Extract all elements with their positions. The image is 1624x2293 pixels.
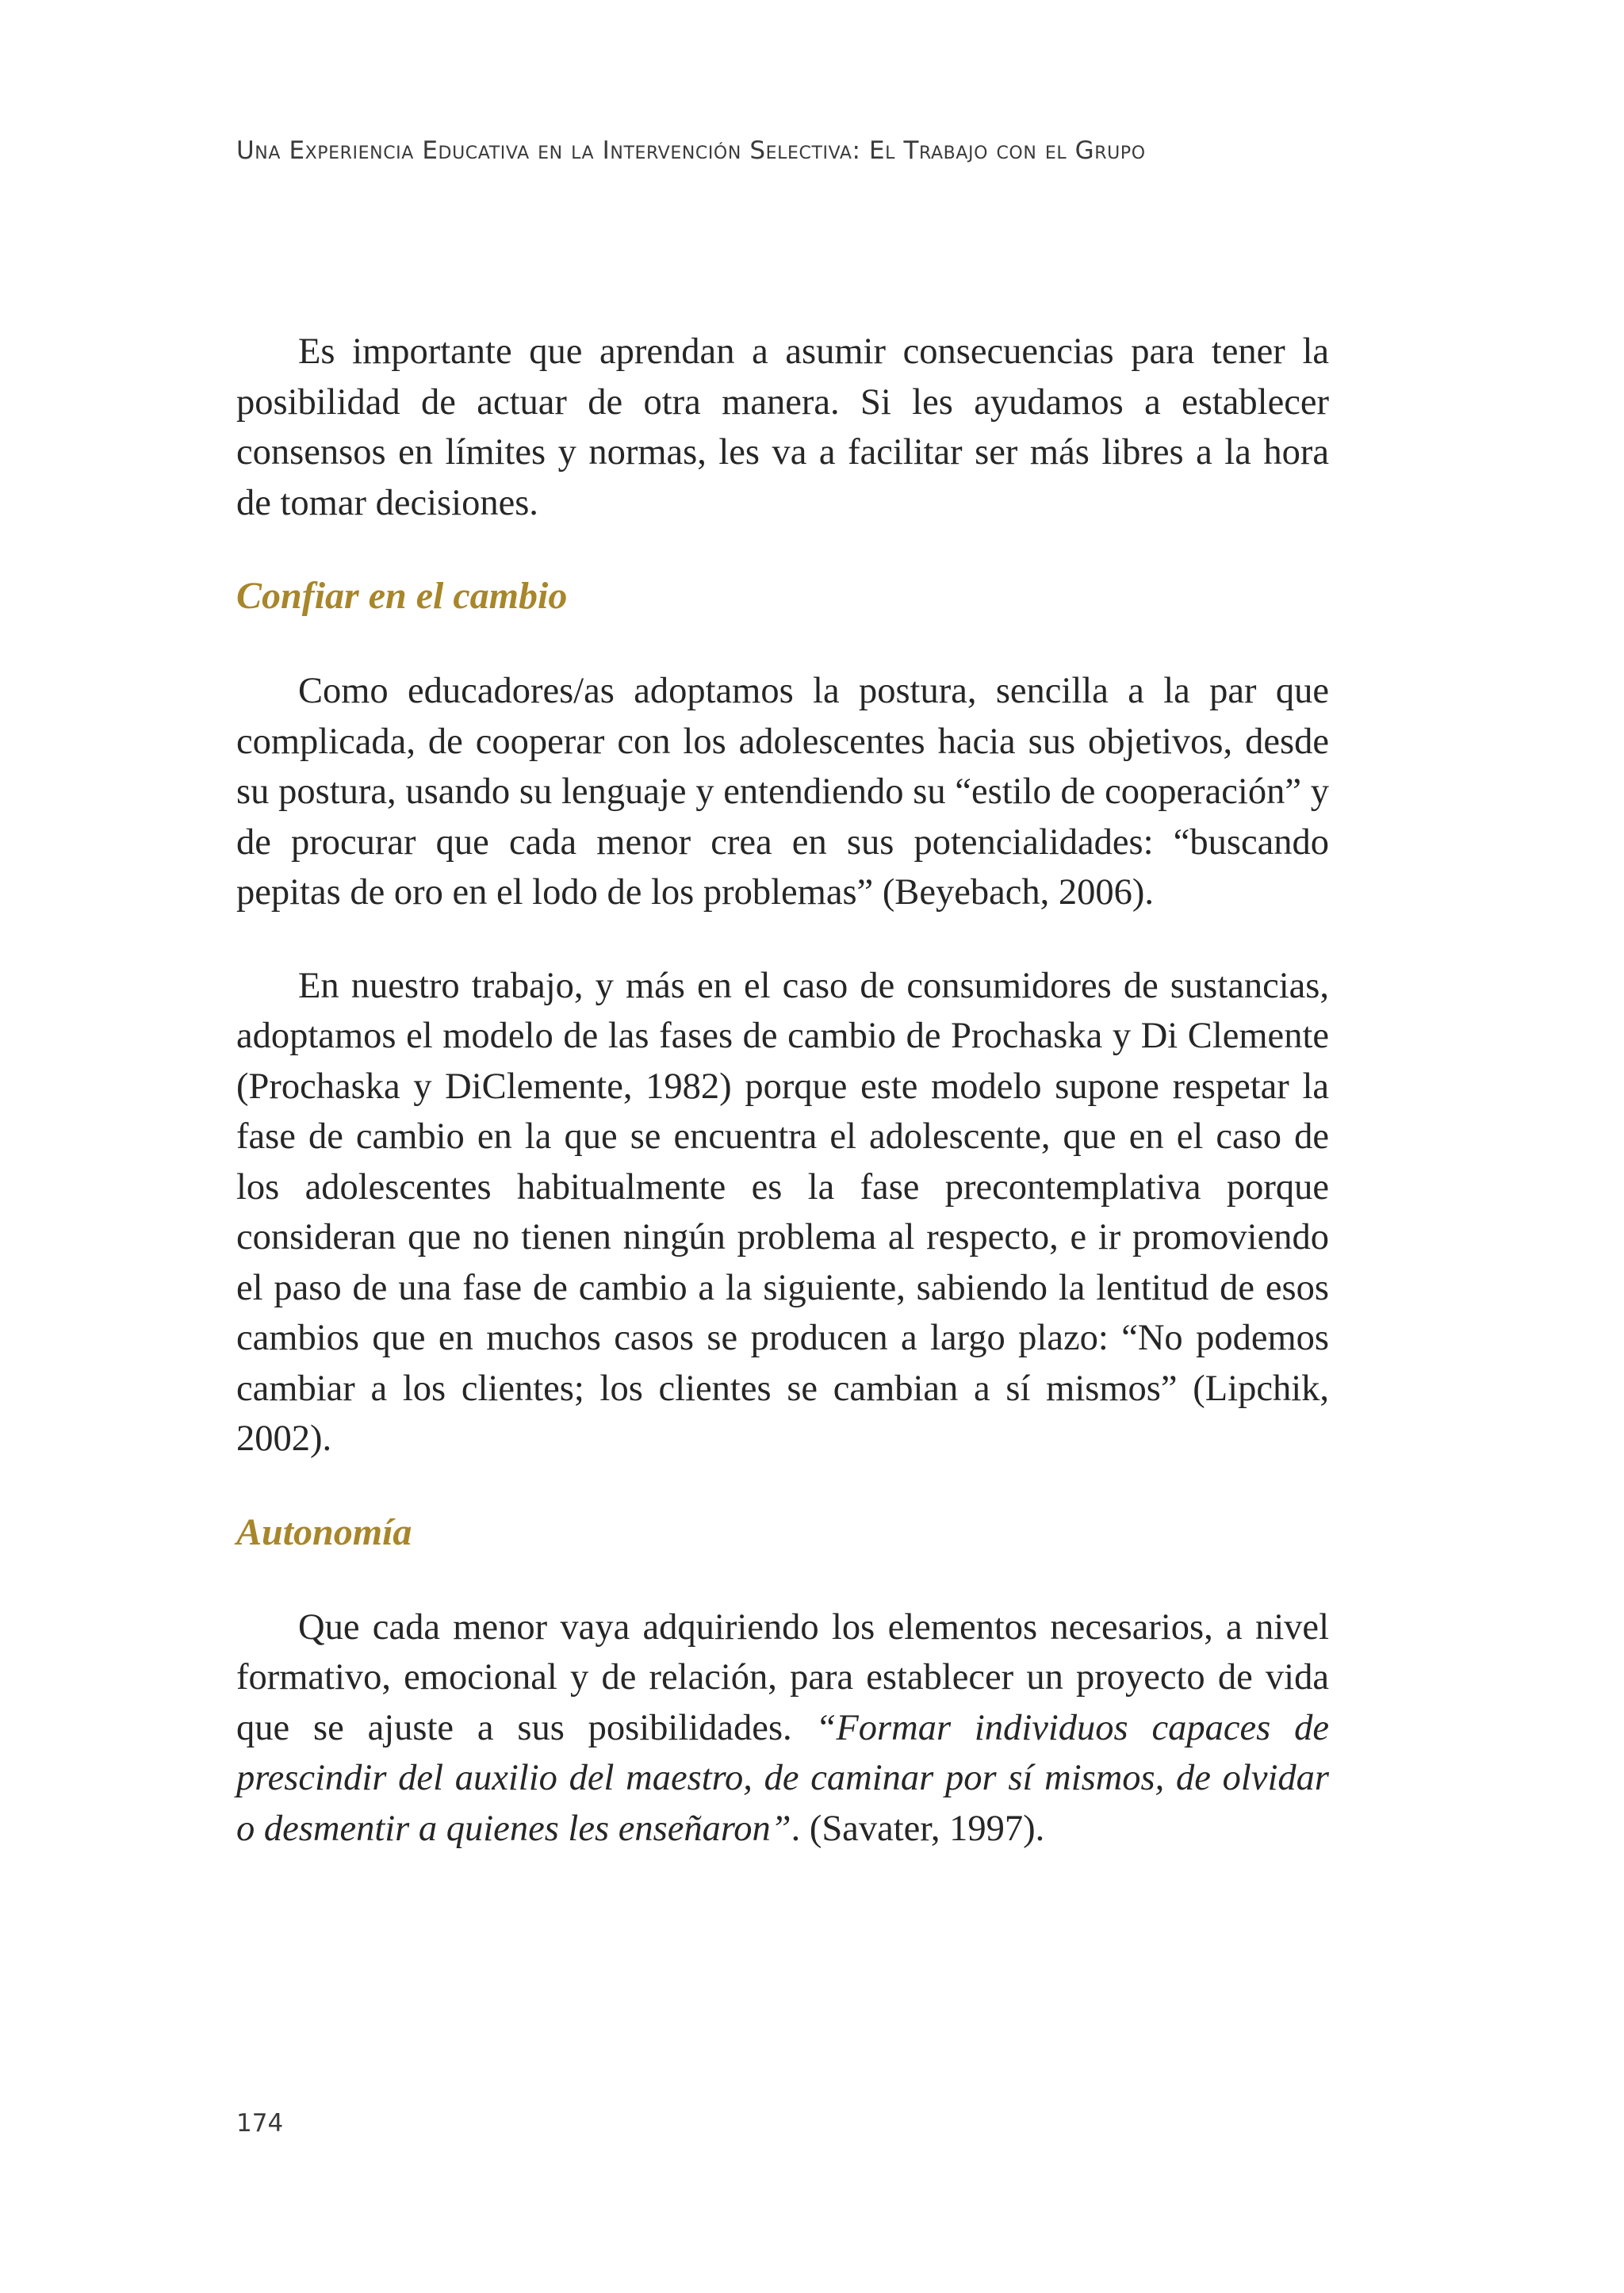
savater-quote: “Formar individuos capaces de prescindir del auxilio del maestro, de caminar por sí mismos, de olvidar o desmentir a quienes les enseñaron” — [236, 1707, 1329, 1849]
paragraph-educators: Como educadores/as adoptamos la postura, sencilla a la par que complicada, de cooperar con los adolescentes hacia sus objetivos, desde su postura, usando su lenguaje y entendiendo su “estilo de cooperación” y de procurar que cada menor crea en sus potencialidades: “buscando pepitas de oro en el lodo de los problemas” (Beyebach, 2006). — [236, 671, 1329, 913]
page-number: 174 — [236, 2109, 284, 2138]
running-head: Una Experiencia Educativa en la Intervención Selectiva: El Trabajo con el Grupo — [236, 136, 1146, 165]
paragraph-consequences: Es importante que aprendan a asumir consecuencias para tener la posibilidad de actuar de otra manera. Si les ayudamos a establecer consensos en límites y normas, les va a facilitar ser más libres a la hora de tomar decisiones. — [236, 331, 1329, 523]
savater-citation: . (Savater, 1997). — [791, 1808, 1045, 1849]
page-body — [236, 327, 1329, 1854]
autonomy-intro-text: Que cada menor vaya adquiriendo los elementos necesarios, a nivel formativo, emocional y de relación, para establecer un proyecto de vida que se ajuste a sus posibilidades. — [236, 1606, 1329, 1748]
section-heading-autonomia: Autonomía — [236, 1510, 412, 1553]
paragraph-prochaska-model: En nuestro trabajo, y más en el caso de consumidores de sustancias, adoptamos el modelo de las fases de cambio de Prochaska y Di Clemente (Prochaska y DiClemente, 1982) porque este modelo supone respetar la fase de cambio en la que se encuentra el adolescente, que en el caso de los adolescentes habitualmente es la fase precontemplativa porque consideran que no tienen ningún problema al respecto, e ir promoviendo el paso de una fase de cambio a la siguiente, sabiendo la lentitud de esos cambios que en muchos casos se producen a largo plazo: “No podemos cambiar a los clientes; los clientes se cambian a sí mismos” (Lipchik, 2002). — [236, 965, 1329, 1459]
section-heading-confiar: Confiar en el cambio — [236, 575, 568, 617]
paragraph-autonomy — [236, 1602, 1329, 1855]
